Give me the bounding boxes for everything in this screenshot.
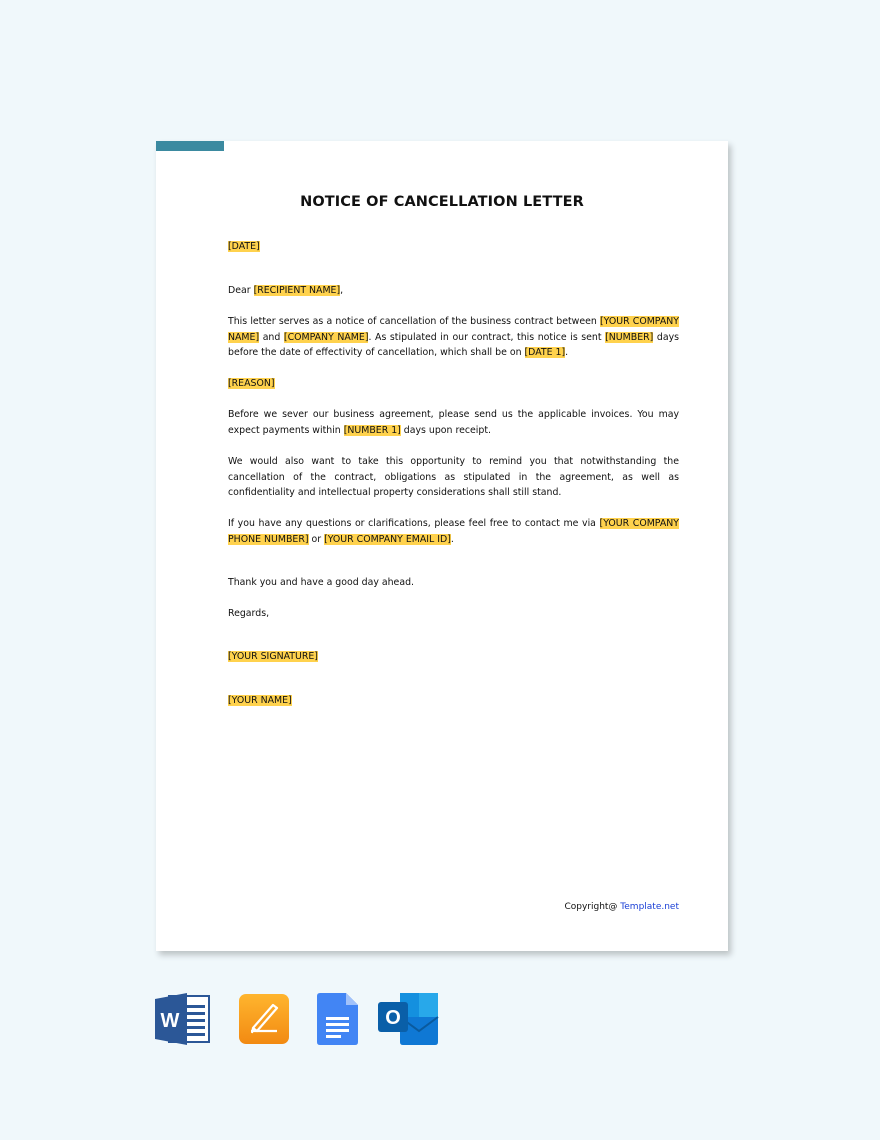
- pages-icon[interactable]: [238, 993, 290, 1049]
- accent-bar: [156, 141, 224, 151]
- paragraph-contact: If you have any questions or clarifications, please feel free to contact me via [YOUR COMPANY PHONE NUMBER] or [YOUR COMPANY EMAIL ID].: [228, 518, 679, 545]
- number1-placeholder: [NUMBER 1]: [343, 424, 401, 436]
- copyright: Copyright@ Template.net: [564, 902, 679, 912]
- salutation: Dear [RECIPIENT NAME],: [228, 285, 344, 296]
- date-line: [228, 239, 679, 255]
- letter-title: NOTICE OF CANCELLATION LETTER: [300, 194, 584, 210]
- word-icon[interactable]: [155, 993, 211, 1049]
- signature-line: [228, 649, 679, 665]
- name-line: [228, 693, 679, 709]
- paragraph-invoices: Before we sever our business agreement, please send us the applicable invoices. You may expect payments within [NUMBER 1] days upon receipt.: [228, 409, 679, 436]
- reason-line: [228, 376, 679, 392]
- number-placeholder: [NUMBER]: [605, 331, 654, 343]
- date1-placeholder: [DATE 1]: [524, 347, 566, 358]
- template-net-link[interactable]: Template.net: [620, 902, 679, 912]
- your-company-name-placeholder: [YOUR COMPANY NAME]: [228, 316, 679, 343]
- reason-placeholder: [REASON]: [228, 378, 275, 389]
- company-name-placeholder: [COMPANY NAME]: [283, 331, 369, 343]
- outlook-icon[interactable]: [378, 993, 440, 1049]
- recipient-name-placeholder: [RECIPIENT NAME]: [253, 285, 341, 296]
- paragraph-obligations: We would also want to take this opportunity to remind you that notwithstanding the cancellation of the contract, obligations as stipulated in the agreement, as well as confidentiality and intellectual property considerations shall still stand.: [228, 456, 679, 498]
- closing-line: Thank you and have a good day ahead.: [228, 577, 415, 588]
- svg-text:O: O: [385, 1007, 401, 1029]
- email-placeholder: [YOUR COMPANY EMAIL ID]: [324, 533, 451, 545]
- paragraph-notice: This letter serves as a notice of cancellation of the business contract between [YOUR COMPANY NAME] and [COMPANY NAME]. As stipulated in our contract, this notice is sent [NUMBER] days before the date of effectivity of cancellation, which shall be on [DATE 1].: [228, 316, 680, 358]
- signature-placeholder: [YOUR SIGNATURE]: [228, 651, 318, 662]
- phone-placeholder: [YOUR COMPANY PHONE NUMBER]: [228, 518, 679, 545]
- date-placeholder: [DATE]: [228, 241, 260, 252]
- google-docs-icon[interactable]: [317, 993, 359, 1049]
- letter-page: [156, 141, 728, 951]
- name-placeholder: [YOUR NAME]: [228, 695, 292, 706]
- svg-text:W: W: [160, 1010, 180, 1032]
- regards-line: Regards,: [228, 608, 270, 619]
